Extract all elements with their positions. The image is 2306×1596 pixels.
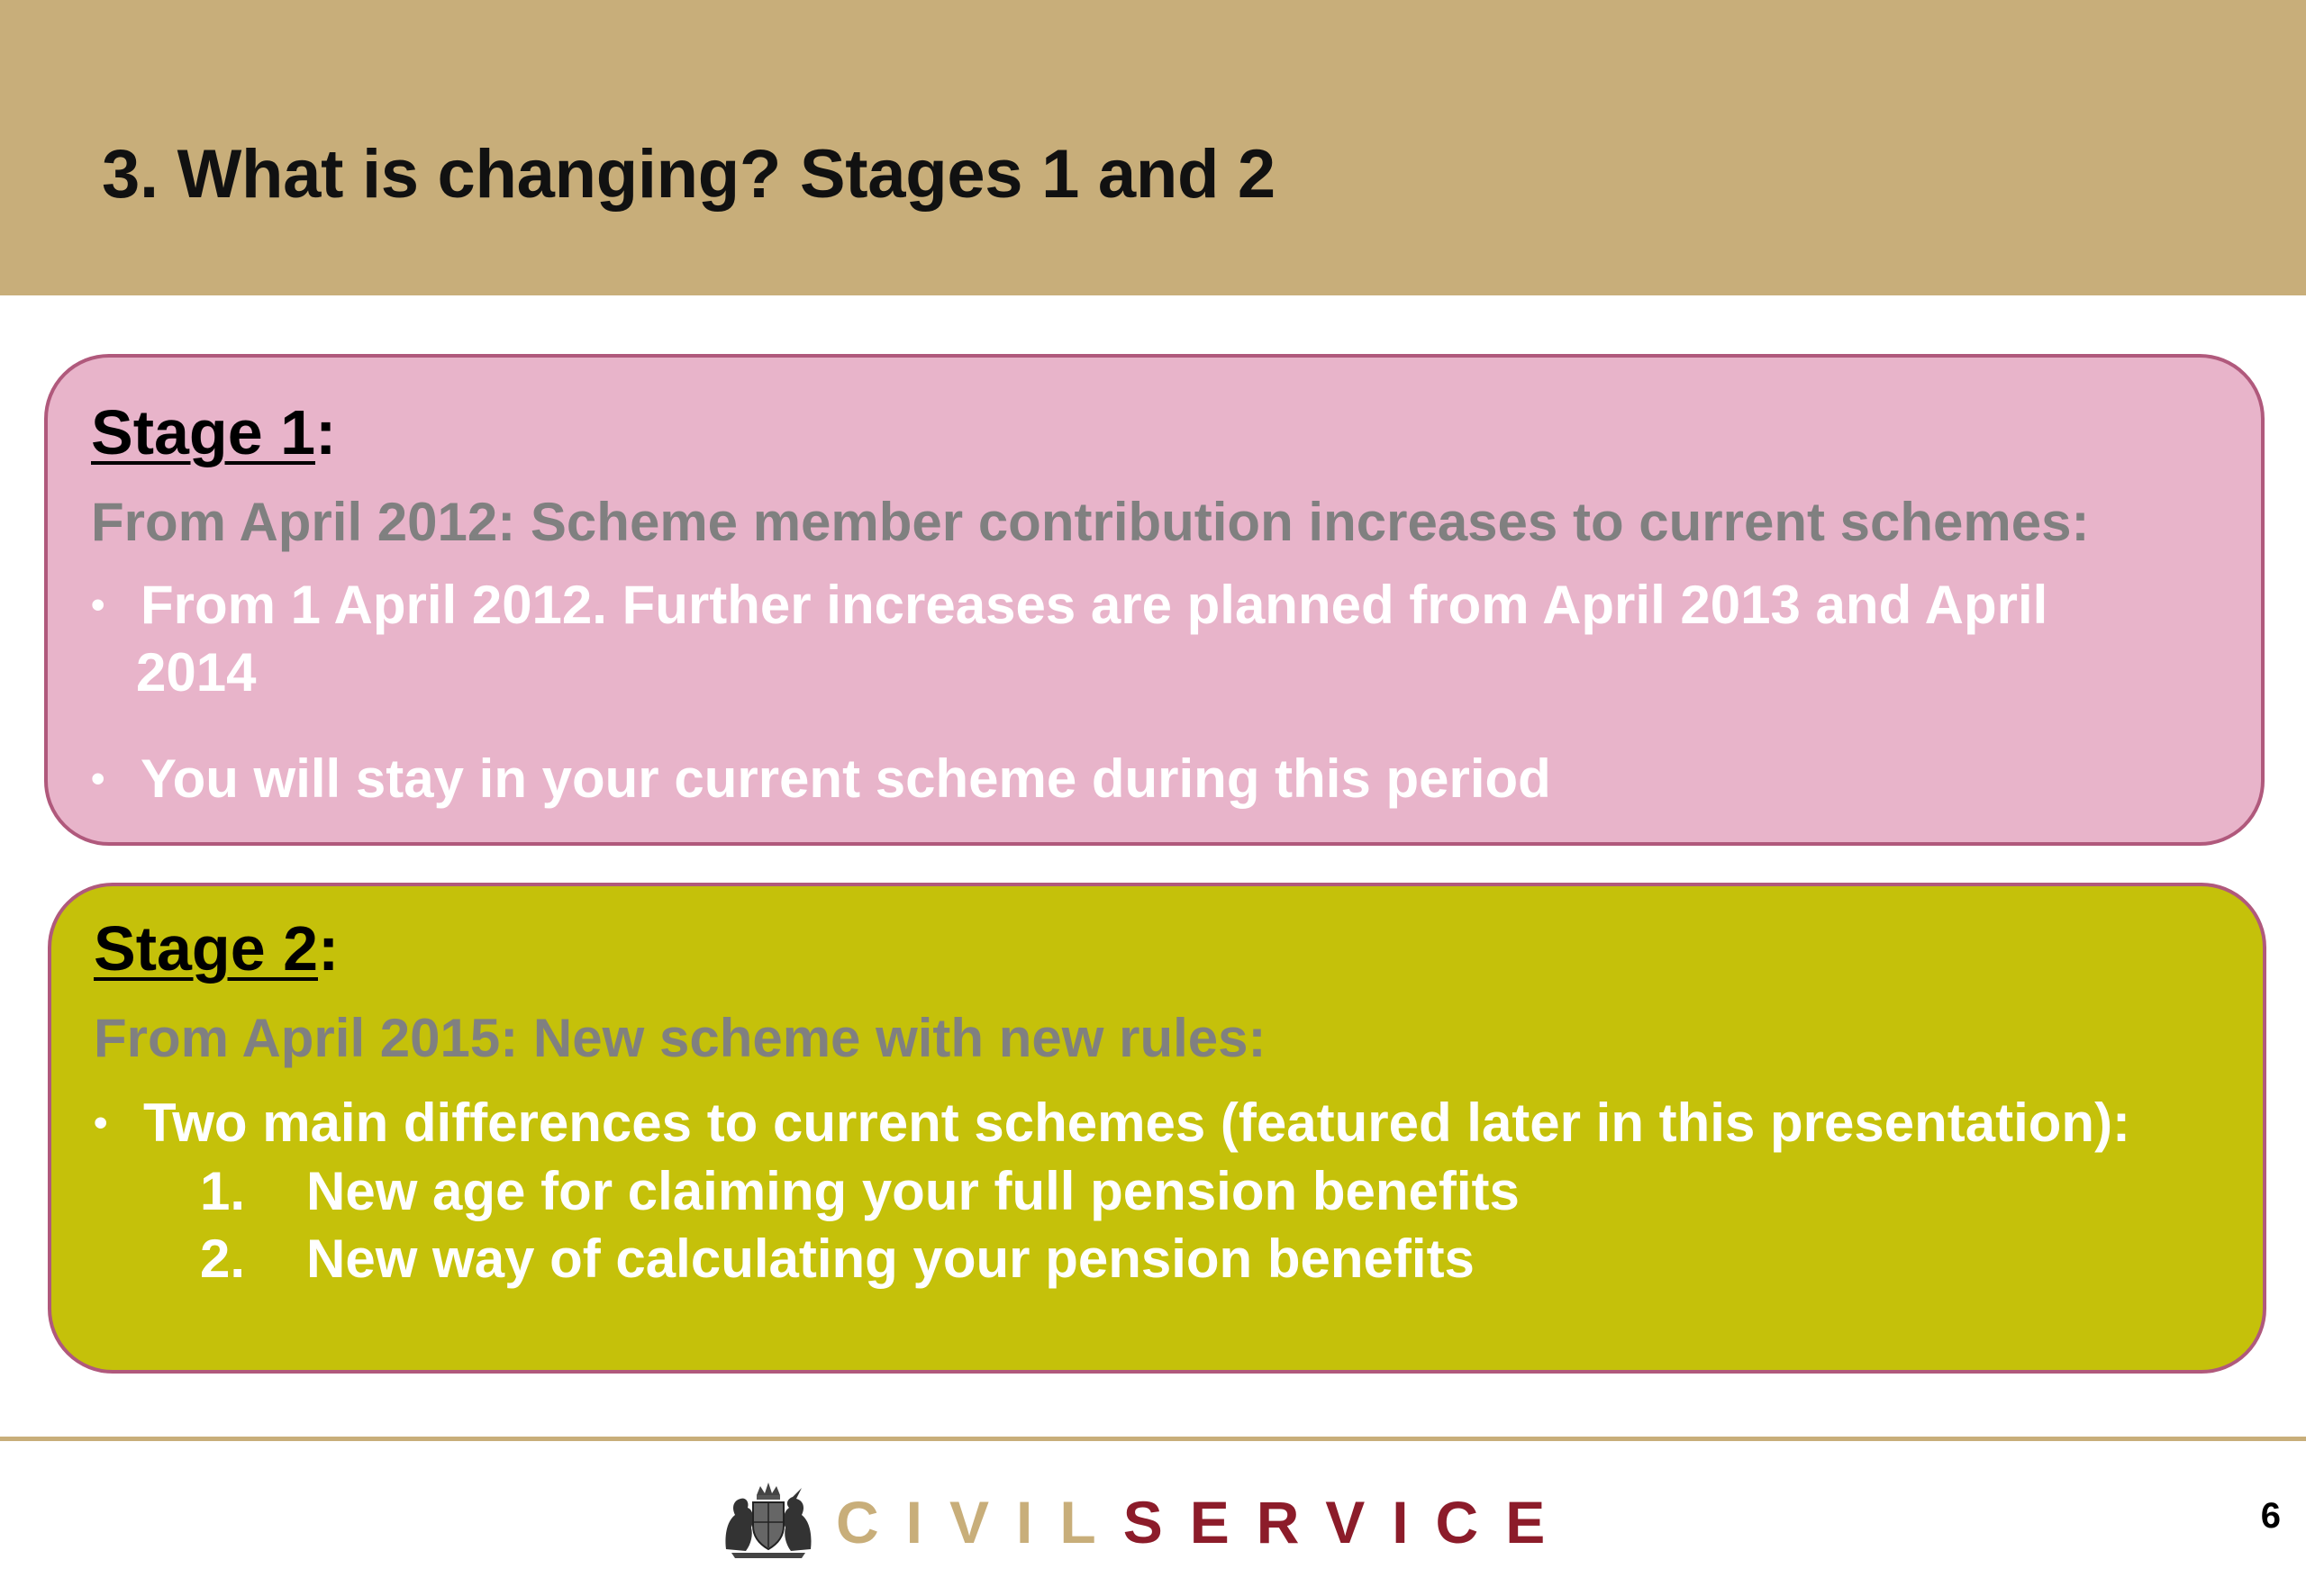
- stage-2-bullet-text: Two main differences to current schemes (featured later in this presentation):: [143, 1093, 2131, 1153]
- stage-1-subheading: From April 2012: Scheme member contribution increases to current schemes:: [91, 492, 2090, 552]
- stage-1-bullet-2: [91, 746, 2253, 812]
- logo-civil-text: CIVIL: [836, 1489, 1123, 1555]
- stage-2-subheading: From April 2015: New scheme with new rules:: [94, 1008, 1266, 1068]
- stage-2-heading: [94, 912, 339, 984]
- civil-service-logo: [836, 1486, 1572, 1558]
- stage-1-label: Stage 1: [91, 397, 315, 467]
- stage-1-heading: [91, 396, 336, 468]
- stage-1-bullet-1: [91, 572, 2253, 639]
- list-item-text: New way of calculating your pension benefits: [306, 1229, 1475, 1289]
- stage-1-colon: :: [315, 397, 337, 467]
- stage-2-bullet: [94, 1090, 2256, 1156]
- bullet-icon: •: [91, 757, 105, 801]
- stage-1-bullet-1-text-cont: 2014: [136, 642, 257, 703]
- list-number: 1.: [200, 1161, 246, 1221]
- list-number: 2.: [200, 1229, 246, 1289]
- bullet-icon: •: [91, 583, 105, 627]
- list-item-text: New age for claiming your full pension benefits: [306, 1161, 1520, 1221]
- page-title: 3. What is changing? Stages 1 and 2: [102, 136, 1276, 213]
- page-number: 6: [2260, 1496, 2281, 1536]
- bullet-icon: •: [94, 1101, 108, 1145]
- stage-1-bullet-2-text: You will stay in your current scheme during this period: [141, 748, 1551, 809]
- stage-2-colon: :: [318, 913, 340, 984]
- royal-crest-icon: [719, 1479, 818, 1560]
- logo-service-text: SERVICE: [1122, 1489, 1573, 1555]
- footer-divider: [0, 1437, 2306, 1441]
- stage-2-label: Stage 2: [94, 913, 318, 984]
- stage-1-bullet-1-text: From 1 April 2012. Further increases are planned from April 2013 and April: [141, 575, 2048, 635]
